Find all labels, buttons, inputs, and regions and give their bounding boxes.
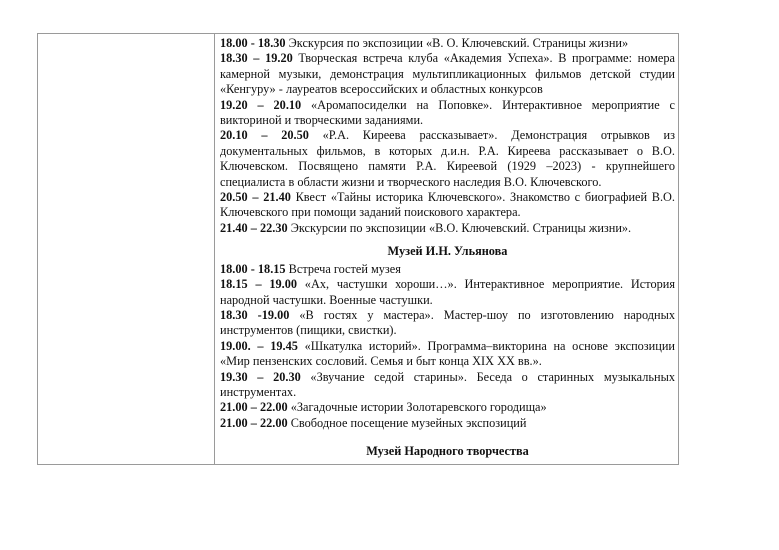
entry-text: «Р.А. Киреева рассказывает». Демонстрация отрывков из документальных фильмов, в которых д.и.н. Р.А. Киреева рассказывает о В.О. Ключевском. Посвящено памяти Р.А. Киреевой (1929 –2023) - крупнейшего специалиста в области жизни и творческого наследия В.О. Ключевского. xyxy=(220,128,675,189)
entry-text: Экскурсия по экспозиции «В. О. Ключевский. Страницы жизни» xyxy=(285,36,629,50)
schedule-entry xyxy=(220,221,675,236)
schedule-entry xyxy=(220,51,675,97)
schedule-table xyxy=(37,33,679,465)
entry-text: «Загадочные истории Золотаревского городища» xyxy=(287,400,547,415)
entry-time: 20.10 – 20.50 xyxy=(220,128,309,143)
schedule-entry xyxy=(220,98,675,129)
entry-time: 21.40 – 22.30 xyxy=(220,220,288,235)
entry-text: Свободное посещение музейных экспозиций xyxy=(287,415,527,430)
schedule-entry xyxy=(220,370,675,401)
schedule-entry xyxy=(220,416,675,431)
entry-text: Встреча гостей музея xyxy=(285,261,401,276)
schedule-entry xyxy=(220,308,675,339)
schedule-entry xyxy=(220,277,675,308)
schedule-entry xyxy=(220,128,675,190)
entry-time: 18.30 -19.00 xyxy=(220,307,290,322)
entry-time: 18.00 - 18.15 xyxy=(220,261,286,276)
schedule-entry xyxy=(220,190,675,221)
entry-time: 18.15 – 19.00 xyxy=(220,277,298,292)
schedule-entry xyxy=(220,339,675,370)
museum-title-ulyanov: Музей И.Н. Ульянова xyxy=(387,244,508,259)
entry-time: 20.50 – 21.40 xyxy=(220,190,291,205)
entry-text: «Аромапосиделки на Поповке». Интерактивное мероприятие с викториной и творческими заданиями. xyxy=(220,97,675,128)
schedule-cell xyxy=(220,36,675,462)
entry-text: Творческая встреча клуба «Академия Успеха». В программе: номера камерной музыки, демонстрация мультипликационных фильмов детской студии «Кенгуру» - лауреатов всероссийских и областных конкурсов xyxy=(220,51,675,97)
entry-text: Экскурсии по экспозиции «В.О. Ключевский. Страницы жизни». xyxy=(287,220,632,235)
entry-time: 19.30 – 20.30 xyxy=(220,369,301,384)
entry-time: 21.00 – 22.00 xyxy=(220,400,288,415)
entry-text: «Звучание седой старины». Беседа о старинных музыкальных инструментах. xyxy=(220,369,675,399)
entry-time: 21.00 – 22.00 xyxy=(220,415,288,430)
schedule-entry xyxy=(220,262,675,277)
entry-text: Квест «Тайны историка Ключевского». Знакомство с биографией В.О. Ключевского при помощи заданий поискового характера. xyxy=(220,190,675,220)
entry-time: 19.00. – 19.45 xyxy=(220,338,298,353)
entry-time: 19.20 – 20.10 xyxy=(220,97,302,112)
schedule-entry xyxy=(220,36,675,51)
entry-text: «Ах, частушки хороши…». Интерактивное мероприятие. История народной частушки. Военные частушки. xyxy=(220,277,675,307)
column-divider xyxy=(214,34,215,464)
entry-text: «Шкатулка историй». Программа–викторина на основе экспозиции «Мир пензенских сословий. Семья и быт конца XIX XX вв.». xyxy=(220,338,675,369)
schedule-entry xyxy=(220,400,675,415)
museum-title-folk-art: Музей Народного творчества xyxy=(366,444,529,459)
entry-time: 18.30 – 19.20 xyxy=(220,51,293,66)
entry-text: «В гостях у мастера». Мастер-шоу по изготовлению народных инструментов (пищики, свистки). xyxy=(220,307,675,338)
entry-time: 18.00 - 18.30 xyxy=(220,36,286,50)
